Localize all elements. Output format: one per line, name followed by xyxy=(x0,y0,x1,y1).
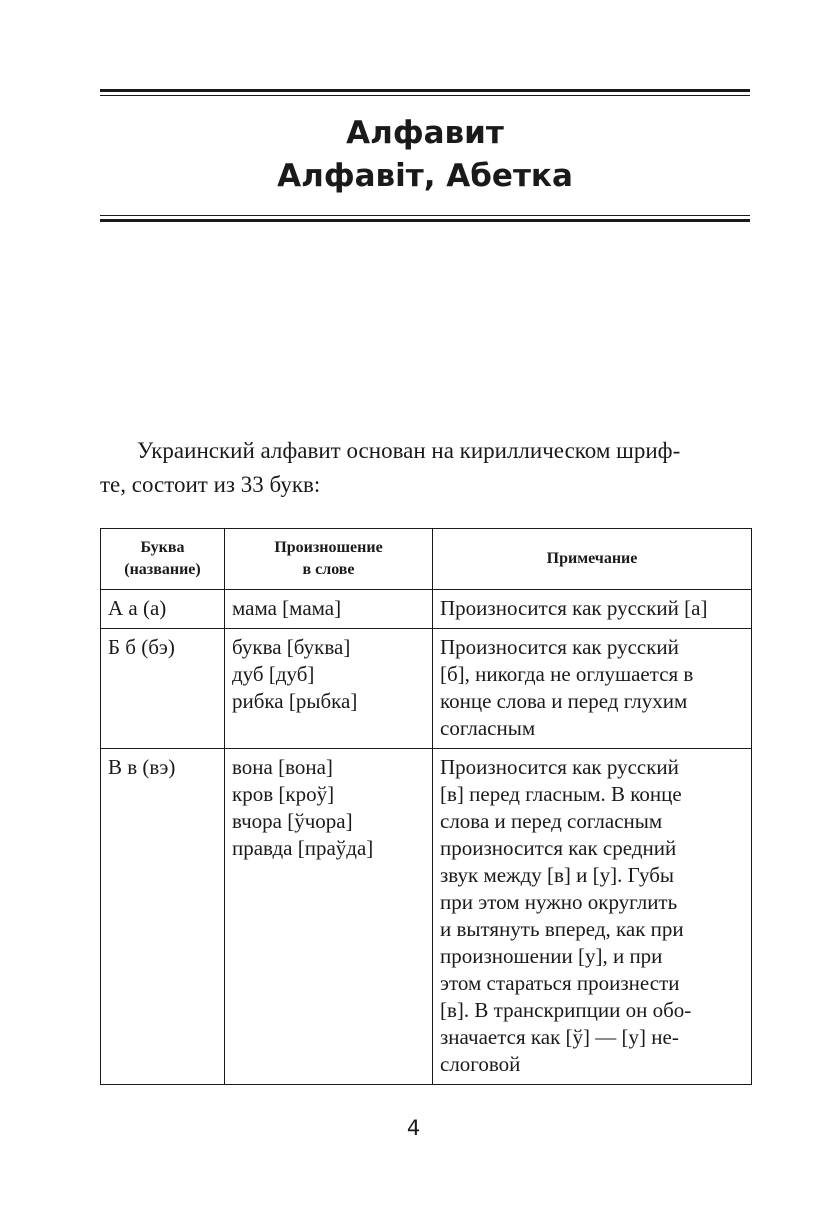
letter-cell: А а (а) xyxy=(101,590,225,629)
intro-paragraph xyxy=(100,434,750,502)
page-number: 4 xyxy=(406,1116,421,1140)
note-cell: Произносится как русский [б], никогда не оглушается в конце слова и перед глухим согласным xyxy=(433,629,752,749)
title-russian: Алфавит xyxy=(346,115,504,151)
letter-cell: Б б (бэ) xyxy=(101,629,225,749)
header-pronunciation: Произношение в слове xyxy=(225,529,433,590)
table-row xyxy=(101,749,752,1085)
intro-line: те, состоит из 33 букв: xyxy=(100,472,321,497)
note-cell: Произносится как русский [а] xyxy=(433,590,752,629)
alphabet-table xyxy=(100,528,752,1085)
bottom-rule-thin xyxy=(100,215,750,216)
top-rule-thin xyxy=(100,95,750,96)
top-rule-thick xyxy=(100,89,750,92)
examples-cell: мама [мама] xyxy=(225,590,433,629)
examples-cell: буква [буква] дуб [дуб] рибка [рыбка] xyxy=(225,629,433,749)
header-letter: Буква (название) xyxy=(101,529,225,590)
table-header-row xyxy=(101,529,752,590)
intro-line: Украинский алфавит основан на кириллическом шриф- xyxy=(137,438,681,463)
letter-cell: В в (вэ) xyxy=(101,749,225,1085)
note-cell: Произносится как русский [в] перед гласным. В конце слова и перед согласным произносится как средний звук между [в] и [у]. Губы при этом нужно округлить и вытянуть вперед, как при произношении [у], и при этом стараться произнести [в]. В транскрипции он обо- значается как [ў] — [у] не- слоговой xyxy=(433,749,752,1085)
header-note: Примечание xyxy=(433,529,752,590)
title-ukrainian: Алфавіт, Абетка xyxy=(277,158,573,194)
bottom-rule-thick xyxy=(100,219,750,222)
table-row xyxy=(101,590,752,629)
chapter-title xyxy=(100,112,750,198)
examples-cell: вона [вона] кров [кроў] вчора [ўчора] правда [праўда] xyxy=(225,749,433,1085)
table-row xyxy=(101,629,752,749)
